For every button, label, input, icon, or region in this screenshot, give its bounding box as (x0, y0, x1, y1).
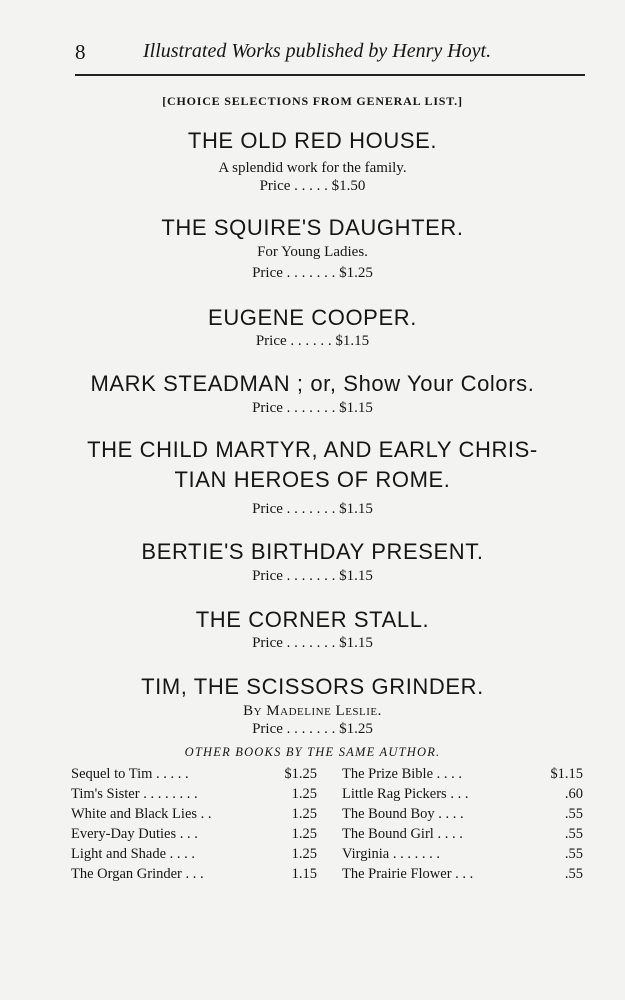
book-title: BERTIE'S BIRTHDAY PRESENT. (141, 539, 484, 564)
list-item (71, 764, 317, 784)
list-item (342, 824, 583, 844)
other-books-left-column (71, 764, 317, 888)
book-title: MARK STEADMAN ; or, Show Your Colors. (90, 371, 535, 396)
book-title-line-1: THE CHILD MARTYR, AND EARLY CHRIS- (87, 437, 538, 462)
book-title: THE OLD RED HOUSE. (187, 128, 438, 153)
book-title: The Prairie Flower . . . (342, 866, 474, 882)
book-price: .55 (564, 826, 583, 842)
other-books-heading: OTHER BOOKS BY THE SAME AUTHOR. (184, 745, 441, 759)
section-label: [CHOICE SELECTIONS FROM GENERAL LIST.] (162, 94, 463, 108)
book-subtitle: A splendid work for the family. (218, 160, 407, 176)
book-price: $1.15 (550, 766, 583, 782)
book-price: 1.25 (291, 806, 317, 822)
book-title: Sequel to Tim . . . . . (71, 766, 189, 782)
book-title: Virginia . . . . . . . (342, 846, 440, 862)
book-price: Price . . . . . . . $1.25 (252, 265, 373, 281)
list-item (342, 764, 583, 784)
list-item (71, 844, 317, 864)
book-price: $1.25 (284, 766, 317, 782)
book-price: 1.15 (291, 866, 317, 882)
book-price: .60 (564, 786, 583, 802)
book-title: White and Black Lies . . (71, 806, 212, 822)
running-title: Illustrated Works published by Henry Hoyt. (143, 40, 492, 62)
book-price: .55 (564, 806, 583, 822)
book-price: .55 (564, 846, 583, 862)
book-price: Price . . . . . . . $1.15 (252, 501, 373, 517)
book-price: 1.25 (291, 826, 317, 842)
book-price: Price . . . . . . . $1.15 (252, 635, 373, 651)
book-price: Price . . . . . . . $1.25 (252, 721, 373, 737)
book-title: The Organ Grinder . . . (71, 866, 204, 882)
list-item (71, 864, 317, 884)
book-title: EUGENE COOPER. (208, 305, 417, 330)
book-price: Price . . . . . $1.50 (259, 178, 366, 194)
list-item (342, 784, 583, 804)
book-title: The Prize Bible . . . . (342, 766, 463, 782)
list-item (71, 824, 317, 844)
book-title: The Bound Girl . . . . (342, 826, 463, 842)
other-books-right-column (342, 764, 583, 888)
book-price: 1.25 (291, 846, 317, 862)
header-rule (75, 74, 585, 76)
book-price: Price . . . . . . . $1.15 (252, 568, 373, 584)
list-item (342, 844, 583, 864)
list-item (71, 784, 317, 804)
page-number: 8 (75, 40, 86, 64)
book-title: Tim's Sister . . . . . . . . (71, 786, 198, 802)
book-price: .55 (564, 866, 583, 882)
book-title: TIM, THE SCISSORS GRINDER. (141, 674, 484, 699)
list-item (342, 804, 583, 824)
book-title: Light and Shade . . . . (71, 846, 196, 862)
book-subtitle: For Young Ladies. (257, 244, 368, 260)
book-price: Price . . . . . . $1.15 (255, 333, 370, 349)
book-byline: By Madeline Leslie. (243, 703, 382, 719)
book-title: Every-Day Duties . . . (71, 826, 198, 842)
list-item (71, 804, 317, 824)
book-price: Price . . . . . . . $1.15 (252, 400, 373, 416)
book-title: Little Rag Pickers . . . (342, 786, 469, 802)
book-title-line-2: TIAN HEROES OF ROME. (174, 467, 451, 492)
book-title: The Bound Boy . . . . (342, 806, 464, 822)
book-price: 1.25 (291, 786, 317, 802)
list-item (342, 864, 583, 884)
book-title: THE CORNER STALL. (195, 607, 430, 632)
book-title: THE SQUIRE'S DAUGHTER. (161, 215, 464, 240)
